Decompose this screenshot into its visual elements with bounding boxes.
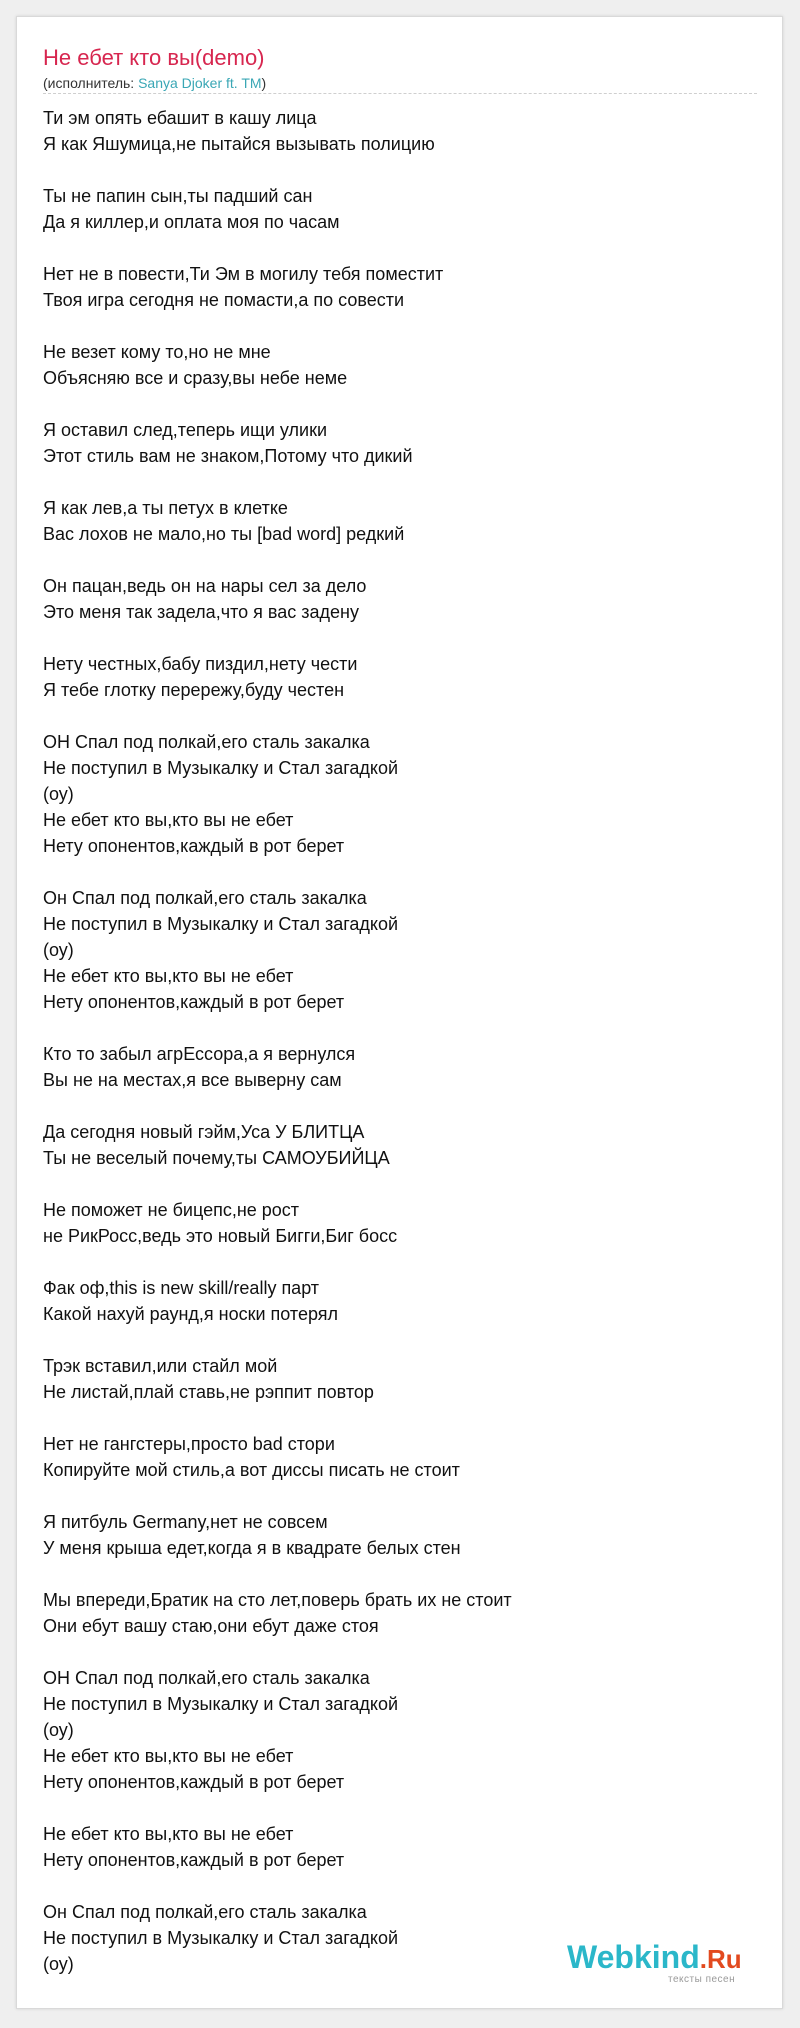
lyric-line: (оу) bbox=[43, 784, 74, 804]
lyric-line: Нету опонентов,каждый в рот берет bbox=[43, 1772, 345, 1792]
lyric-line: Нету опонентов,каждый в рот берет bbox=[43, 1850, 345, 1870]
lyric-line: Я питбуль Germany,нет не совсем bbox=[43, 1512, 328, 1532]
lyric-line: (оу) bbox=[43, 1720, 74, 1740]
lyric-line: Они ебут вашу стаю,они ебут даже стоя bbox=[43, 1616, 379, 1636]
lyric-line: Этот стиль вам не знаком,Потому что дикий bbox=[43, 446, 413, 466]
lyric-line: Я тебе глотку перережу,буду честен bbox=[43, 680, 345, 700]
lyric-line: Нету опонентов,каждый в рот берет bbox=[43, 992, 345, 1012]
stanza-gap bbox=[43, 469, 763, 495]
stanza-gap bbox=[43, 1093, 763, 1119]
lyric-line: У меня крыша едет,когда я в квадрате белых стен bbox=[43, 1538, 461, 1558]
lyric-line: Вы не на местах,я все выверну сам bbox=[43, 1070, 342, 1090]
lyric-line: (оу) bbox=[43, 1954, 74, 1974]
lyric-line: Твоя игра сегодня не помасти,а по совести bbox=[43, 290, 405, 310]
lyric-line: (оу) bbox=[43, 940, 74, 960]
lyrics-text bbox=[43, 105, 763, 1977]
lyric-line: Я оставил след,теперь ищи улики bbox=[43, 420, 328, 440]
stanza-gap bbox=[43, 235, 763, 261]
stanza-gap bbox=[43, 1561, 763, 1587]
lyric-line: Он пацан,ведь он на нары сел за дело bbox=[43, 576, 367, 596]
lyric-line: Ты не веселый почему,ты САМОУБИЙЦА bbox=[43, 1148, 390, 1168]
artist-link[interactable]: Sanya Djoker ft. TM bbox=[138, 75, 262, 91]
lyric-line: Нет не в повести,Ти Эм в могилу тебя поместит bbox=[43, 264, 444, 284]
lyric-line: Не ебет кто вы,кто вы не ебет bbox=[43, 966, 294, 986]
stanza-gap bbox=[43, 547, 763, 573]
logo-brand: Webkind bbox=[567, 1939, 700, 1975]
lyric-line: Не поступил в Музыкалку и Стал загадкой bbox=[43, 758, 399, 778]
lyric-line: Не ебет кто вы,кто вы не ебет bbox=[43, 1824, 294, 1844]
site-logo[interactable] bbox=[567, 1940, 742, 1976]
lyric-line: Я как лев,а ты петух в клетке bbox=[43, 498, 288, 518]
stanza-gap bbox=[43, 1327, 763, 1353]
lyric-line: ОН Спал под полкай,его сталь закалка bbox=[43, 732, 370, 752]
lyric-line: Мы впереди,Братик на сто лет,поверь брать их не стоит bbox=[43, 1590, 512, 1610]
lyric-line: Не листай,плай ставь,не рэппит повтор bbox=[43, 1382, 374, 1402]
stanza-gap bbox=[43, 313, 763, 339]
stanza-gap bbox=[43, 1249, 763, 1275]
lyric-line: Какой нахуй раунд,я носки потерял bbox=[43, 1304, 339, 1324]
lyric-line: Я как Яшумица,не пытайся вызывать полицию bbox=[43, 134, 435, 154]
lyric-line: ОН Спал под полкай,его сталь закалка bbox=[43, 1668, 370, 1688]
lyric-line: Нет не гангстеры,просто bad стори bbox=[43, 1434, 335, 1454]
stanza-gap bbox=[43, 391, 763, 417]
lyric-line: Не поступил в Музыкалку и Стал загадкой bbox=[43, 1694, 399, 1714]
lyric-line: Да сегодня новый гэйм,Уса У БЛИТЦА bbox=[43, 1122, 365, 1142]
lyric-line: Он Спал под полкай,его сталь закалка bbox=[43, 1902, 367, 1922]
lyric-line: Ты не папин сын,ты падший сан bbox=[43, 186, 313, 206]
lyric-line: Не ебет кто вы,кто вы не ебет bbox=[43, 1746, 294, 1766]
lyric-line: Объясняю все и сразу,вы небе неме bbox=[43, 368, 348, 388]
stanza-gap bbox=[43, 1483, 763, 1509]
lyric-line: Это меня так задела,что я вас задену bbox=[43, 602, 359, 622]
artist-prefix: (исполнитель: bbox=[43, 75, 139, 91]
lyric-line: Не поступил в Музыкалку и Стал загадкой bbox=[43, 914, 399, 934]
stanza-gap bbox=[43, 1873, 763, 1899]
lyric-line: Трэк вставил,или стайл мой bbox=[43, 1356, 278, 1376]
stanza-gap bbox=[43, 1171, 763, 1197]
stanza-gap bbox=[43, 859, 763, 885]
artist-line bbox=[43, 74, 266, 92]
stanza-gap bbox=[43, 1639, 763, 1665]
stanza-gap bbox=[43, 1015, 763, 1041]
lyric-line: Не поступил в Музыкалку и Стал загадкой bbox=[43, 1928, 399, 1948]
stanza-gap bbox=[43, 1795, 763, 1821]
stanza-gap bbox=[43, 157, 763, 183]
lyrics-card bbox=[16, 16, 783, 2009]
logo-tagline: тексты песен bbox=[668, 1974, 736, 1985]
lyric-line: Копируйте мой стиль,а вот диссы писать не стоит bbox=[43, 1460, 460, 1480]
lyric-line: Фак оф,this is new skill/really парт bbox=[43, 1278, 320, 1298]
title-divider bbox=[43, 93, 757, 94]
artist-suffix: ) bbox=[261, 75, 267, 91]
lyric-line: Вас лохов не мало,но ты [bad word] редкий bbox=[43, 524, 405, 544]
lyric-line: Нету честных,бабу пиздил,нету чести bbox=[43, 654, 358, 674]
lyric-line: Не поможет не бицепс,не рост bbox=[43, 1200, 300, 1220]
lyric-line: Нету опонентов,каждый в рот берет bbox=[43, 836, 345, 856]
lyric-line: Не ебет кто вы,кто вы не ебет bbox=[43, 810, 294, 830]
stanza-gap bbox=[43, 703, 763, 729]
lyric-line: Он Спал под полкай,его сталь закалка bbox=[43, 888, 367, 908]
stanza-gap bbox=[43, 1405, 763, 1431]
lyric-line: Кто то забыл агрЕссора,а я вернулся bbox=[43, 1044, 356, 1064]
logo-tld: .Ru bbox=[699, 1944, 742, 1974]
lyric-line: Не везет кому то,но не мне bbox=[43, 342, 271, 362]
song-title: Не ебет кто вы(demo) bbox=[43, 45, 265, 70]
stanza-gap bbox=[43, 625, 763, 651]
lyric-line: Да я киллер,и оплата моя по часам bbox=[43, 212, 340, 232]
lyric-line: не РикРосс,ведь это новый Бигги,Биг босс bbox=[43, 1226, 398, 1246]
lyric-line: Ти эм опять ебашит в кашу лица bbox=[43, 108, 317, 128]
